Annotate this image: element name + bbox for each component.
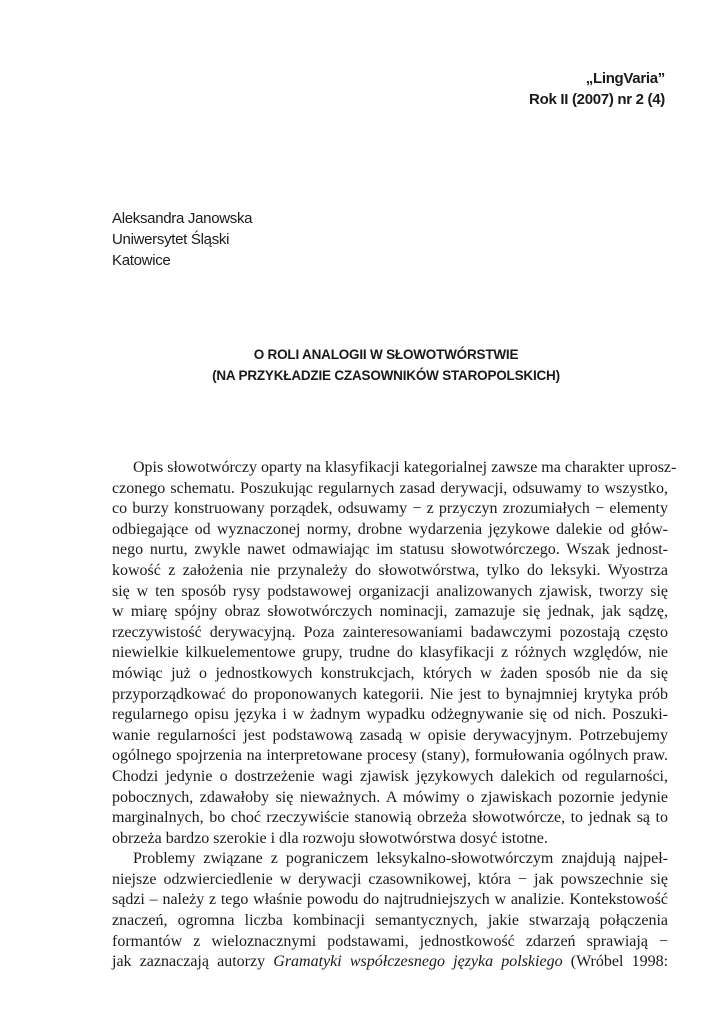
text-line: marginalnych, bo choć rzeczywiście stanowią obrzeża słowotwórcze, to jednak są to — [112, 809, 668, 827]
paragraph-1 — [112, 458, 677, 849]
paragraph-2 — [112, 849, 668, 973]
article-body — [112, 458, 677, 973]
text-line: Opis słowotwórczy oparty na klasyfikacji kategorialnej zawsze ma charakter uprosz- — [133, 459, 677, 476]
text-line: sądzi – należy z tego właśnie powodu do najtrudniejszych w analizie. Kontekstowość — [112, 891, 668, 909]
text-line: obrzeża bardzo szerokie i dla rozwoju słowotwórstwa dosyć istotne. — [112, 829, 548, 847]
author-name: Aleksandra Janowska — [112, 210, 253, 227]
author-block — [112, 208, 252, 271]
text-line: czonego schematu. Poszukując regularnych zasad derywacji, odsuwamy to wszystko, — [112, 479, 668, 497]
text-line: niejsze odzwierciedlenie w derywacji czasownikowej, która − jak powszechnie się — [112, 870, 668, 888]
text-line: nego nurtu, zwykle nawet odmawiając im statusu słowotwórczego. Wszak jednost- — [112, 541, 668, 559]
text-line: wanie regularności jest podstawową zasadą w opisie derywacyjnym. Potrzebujemy — [112, 726, 668, 744]
text-line: Chodzi jedynie o dostrzeżenie wagi zjawisk językowych dalekich od regularności, — [112, 767, 668, 785]
author-city: Katowice — [112, 252, 171, 269]
text-segment: jak zaznaczają autorzy — [112, 953, 274, 971]
text-line: znaczeń, ogromna liczba kombinacji semantycznych, jakie stwarzają połączenia — [112, 912, 668, 930]
text-segment: (Wróbel 1998: — [562, 953, 669, 971]
text-line-mixed — [112, 952, 668, 973]
text-line: odbiegające od wyznaczonej normy, drobne wydarzenia językowe dalekie od głów- — [112, 520, 668, 538]
text-line: Problemy związane z pograniczem leksykalno-słowotwórczym znajdują najpeł- — [133, 850, 668, 868]
journal-issue: Rok II (2007) nr 2 (4) — [529, 91, 665, 108]
text-line: pobocznych, zdawałoby się nieważnych. A mówimy o zjawiskach pozornie jedynie — [112, 788, 668, 806]
article-title — [112, 344, 660, 386]
text-line: ogólnego spojrzenia na interpretowane procesy (stany), formułowania ogólnych praw. — [112, 747, 668, 765]
text-line: się w ten sposób rysy podstawowej organizacji analizowanych zjawisk, tworzy się — [112, 582, 668, 600]
text-line: niewielkie kilkuelementowe grupy, trudne do klasyfikacji z różnych względów, nie — [112, 644, 668, 662]
text-line: w miarę spójny obraz słowotwórczych nominacji, zamazuje się jednak, jak sądzę, — [112, 603, 668, 621]
text-line: regularnego opisu języka i w żadnym wypadku odżegnywanie się od nich. Poszuki- — [112, 706, 668, 724]
text-line: mówiąc już o jednostkowych konstrukcjach, których w żaden sposób nie da się — [112, 664, 668, 682]
text-line: formantów z wieloznacznymi podstawami, jednostkowość zdarzeń sprawiają − — [112, 932, 668, 950]
text-line: co burzy konstruowany porządek, odsuwamy − z przyczyn zrozumiałych − elementy — [112, 500, 668, 518]
text-line: przyporządkować do proponowanych kategorii. Nie jest to bynajmniej krytyka prób — [112, 685, 668, 703]
book-title: Gramatyki współczesnego języka polskiego — [273, 953, 563, 971]
title-line-1: O ROLI ANALOGII W SŁOWOTWÓRSTWIE — [253, 347, 519, 362]
author-affiliation: Uniwersytet Śląski — [112, 231, 230, 248]
journal-name: „LingVaria” — [585, 70, 665, 87]
text-line: rzeczywistość derywacyjną. Poza zainteresowaniami badawczymi pozostają często — [112, 623, 668, 641]
journal-header — [529, 68, 665, 110]
title-line-2: (NA PRZYKŁADZIE CZASOWNIKÓW STAROPOLSKICH) — [212, 368, 560, 383]
text-line: kowość z założenia nie przynależy do słowotwórstwa, tylko do leksyki. Wyostrza — [112, 561, 668, 579]
